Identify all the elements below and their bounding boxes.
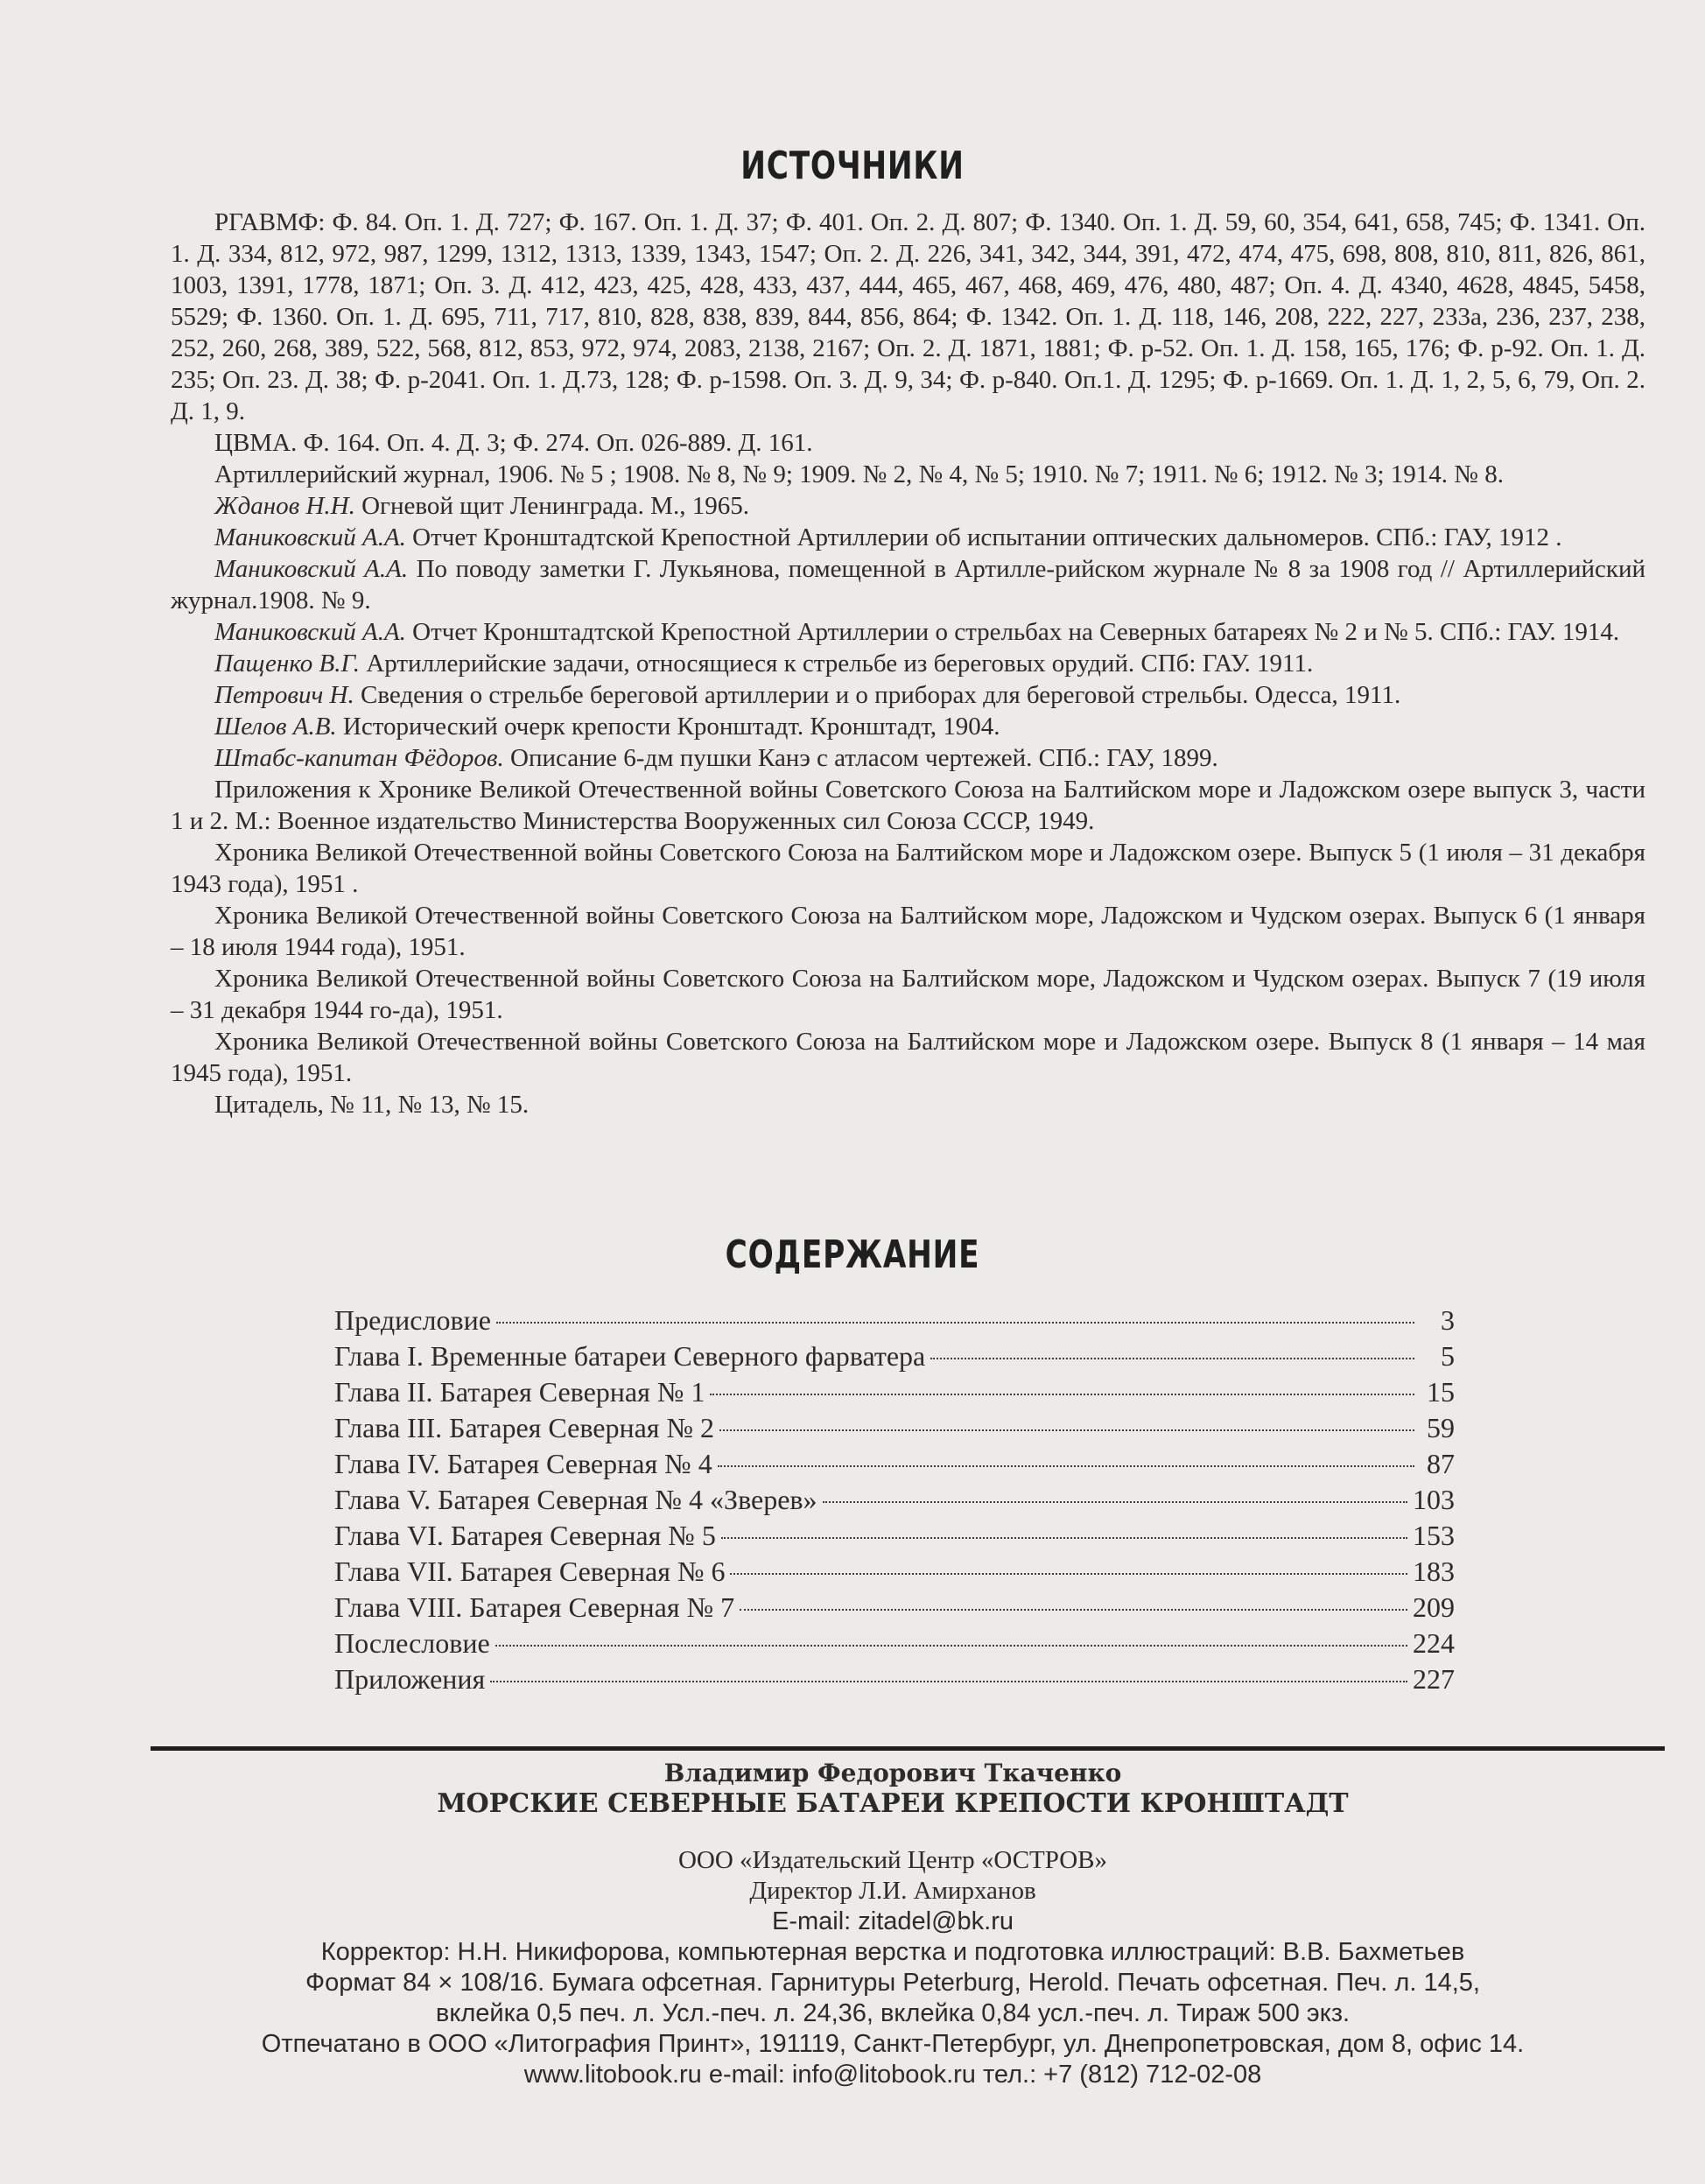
source-entry (171, 553, 1645, 616)
imprint-insert: вклейка 0,5 печ. л. Усл.-печ. л. 24,36, вклейка 0,84 усл.-печ. л. Тираж 500 экз. (435, 1999, 1351, 2027)
toc-title: Глава V. Батарея Северная № 4 «Зверев» (334, 1484, 817, 1515)
toc-page-number: 183 (1413, 1555, 1455, 1587)
toc-leader-dots (495, 1645, 1407, 1647)
toc-leader-dots (930, 1358, 1414, 1359)
source-entry (171, 711, 1645, 742)
imprint-contacts: www.litobook.ru e-mail: info@litobook.ru тел.: +7 (812) 712-02-08 (523, 2061, 1262, 2089)
toc-entry (334, 1338, 1455, 1374)
toc-entry (334, 1482, 1455, 1518)
imprint-publisher: ООО «Издательский Центр «ОСТРОВ» (677, 1846, 1108, 1874)
toc-entry (334, 1446, 1455, 1482)
source-entry (171, 1089, 1645, 1120)
imprint-director: Директор Л.И. Амирханов (749, 1877, 1036, 1905)
source-entry (171, 679, 1645, 711)
toc-page-number: 153 (1413, 1520, 1455, 1551)
toc-leader-dots (721, 1537, 1407, 1539)
source-text: Хроника Великой Отечественной войны Советского Союза на Балтийском море, Ладожском и Чудском озерах. Выпуск 6 (1 января – 18 июля 1944 года), 1951. (171, 902, 1645, 961)
toc-title: Предисловие (334, 1304, 491, 1336)
source-entry (171, 837, 1645, 900)
source-text: Отчет Кронштадтской Крепостной Артиллерии об испытании оптических дальномеров. СПб.: ГАУ, 1912 . (405, 523, 1562, 551)
toc-page-number: 227 (1413, 1663, 1455, 1695)
toc-page-number: 15 (1427, 1376, 1455, 1408)
imprint-book-title: МОРСКИЕ СЕВЕРНЫЕ БАТАРЕИ КРЕПОСТИ КРОНШТАДТ (437, 1788, 1349, 1819)
source-text: Артиллерийский журнал, 1906. № 5 ; 1908. № 8, № 9; 1909. № 2, № 4, № 5; 1910. № 7; 1911. № 6; 1912. № 3; 1914. № 8. (214, 460, 1504, 488)
toc-title: Глава VI. Батарея Северная № 5 (334, 1520, 716, 1551)
source-entry (171, 459, 1645, 490)
toc-title: Глава VII. Батарея Северная № 6 (334, 1555, 726, 1587)
source-author: Шелов А.В. (214, 713, 337, 741)
source-entry (171, 774, 1645, 837)
source-text: Хроника Великой Отечественной войны Советского Союза на Балтийском море, Ладожском и Чудском озерах. Выпуск 7 (19 июля – 31 декабря 1944 го-да), 1951. (171, 965, 1645, 1024)
imprint-email: E-mail: zitadel@bk.ru (771, 1907, 1014, 1935)
imprint-corrector: Корректор: Н.Н. Никифорова, компьютерная верстка и подготовка иллюстраций: В.В. Бахметьев (320, 1938, 1465, 1966)
source-entry (171, 900, 1645, 963)
toc-page-number: 5 (1441, 1340, 1455, 1372)
source-text: Сведения о стрельбе береговой артиллерии и о приборах для береговой стрельбы. Одесса, 1911. (354, 681, 1401, 709)
toc-entry (334, 1518, 1455, 1554)
source-text: По поводу заметки Г. Лукьянова, помещенной в Артилле-рийском журнале № 8 за 1908 год // Артиллерийский журнал.1908. № 9. (171, 555, 1645, 614)
toc-title: Глава I. Временные батареи Северного фарватера (334, 1340, 926, 1372)
imprint-printed: Отпечатано в ООО «Литография Принт», 191119, Санкт-Петербург, ул. Днепропетровская, дом 8, офис 14. (261, 2030, 1525, 2058)
toc-page-number: 103 (1413, 1484, 1455, 1515)
toc-leader-dots (740, 1609, 1407, 1611)
source-author: Петрович Н. (214, 681, 354, 709)
source-entry (171, 742, 1645, 774)
source-entry (171, 963, 1645, 1026)
toc-title: Глава VIII. Батарея Северная № 7 (334, 1591, 735, 1623)
toc-entry (334, 1554, 1455, 1590)
toc-entry (334, 1303, 1455, 1338)
toc-entry (334, 1626, 1455, 1661)
toc-leader-dots (823, 1501, 1408, 1503)
source-entry (171, 1026, 1645, 1089)
table-of-contents (334, 1303, 1455, 1697)
source-author: Маниковский А.А. (214, 555, 409, 583)
source-text: Приложения к Хронике Великой Отечественной войны Советского Союза на Балтийском море и Ладожском озере выпуск 3, части 1 и 2. М.: Военное издательство Министерства Вооруженных сил Союза СССР, 1949. (171, 776, 1645, 835)
toc-title: Глава III. Батарея Северная № 2 (334, 1412, 715, 1443)
toc-title: Глава II. Батарея Северная № 1 (334, 1376, 705, 1408)
toc-title: Приложения (334, 1663, 486, 1695)
sources-list (171, 207, 1645, 1120)
toc-leader-dots (496, 1322, 1414, 1324)
source-entry (171, 648, 1645, 679)
source-text: ЦВМА. Ф. 164. Оп. 4. Д. 3; Ф. 274. Оп. 026-889. Д. 161. (214, 429, 813, 457)
toc-page-number: 3 (1441, 1304, 1455, 1336)
toc-entry (334, 1590, 1455, 1626)
toc-leader-dots (490, 1681, 1407, 1682)
source-text: Исторический очерк крепости Кронштадт. Кронштадт, 1904. (336, 713, 1000, 741)
source-text: Цитадель, № 11, № 13, № 15. (214, 1091, 530, 1119)
imprint-format: Формат 84 × 108/16. Бумага офсетная. Гарнитуры Peterburg, Herold. Печать офсетная. Печ. л. 14,5, (305, 1969, 1480, 1997)
toc-page-number: 209 (1413, 1591, 1455, 1623)
toc-entry (334, 1661, 1455, 1697)
source-text: Огневой щит Ленинграда. М., 1965. (354, 492, 749, 520)
source-entry (171, 616, 1645, 648)
toc-page-number: 59 (1427, 1412, 1455, 1443)
imprint-author: Владимир Федорович Ткаченко (663, 1759, 1122, 1787)
source-entry (171, 522, 1645, 553)
contents-heading: СОДЕРЖАНИЕ (725, 1232, 980, 1277)
source-author: Пащенко В.Г. (214, 650, 361, 678)
source-entry (171, 207, 1645, 427)
source-text: Хроника Великой Отечественной войны Советского Союза на Балтийском море и Ладожском озере. Выпуск 5 (1 июля – 31 декабря 1943 года), 1951 . (171, 839, 1645, 898)
toc-leader-dots (719, 1429, 1414, 1431)
source-entry (171, 490, 1645, 522)
source-text: Описание 6-дм пушки Канэ с атласом чертежей. СПб.: ГАУ, 1899. (503, 744, 1218, 772)
sources-heading: ИСТОЧНИКИ (740, 144, 965, 188)
toc-leader-dots (730, 1573, 1407, 1575)
source-author: Маниковский А.А. (214, 523, 406, 551)
source-text: Артиллерийские задачи, относящиеся к стрельбе из береговых орудий. СПб: ГАУ. 1911. (360, 650, 1314, 678)
toc-leader-dots (718, 1465, 1414, 1467)
source-text: РГАВМФ: Ф. 84. Оп. 1. Д. 727; Ф. 167. Оп. 1. Д. 37; Ф. 401. Оп. 2. Д. 807; Ф. 1340. Оп. 1. Д. 59, 60, 354, 641, 658, 745; Ф. 1341. Оп. 1. Д. 334, 812, 972, 987, 1299, 1312, 1313, 1339, 1343, 1547; Оп. 2. Д. 226, 341, 342, 344, 391, 472, 474, 475, 698, 808, 810, 811, 826, 861, 1003, 1391, 1778, 1871; Оп. 3. Д. 412, 423, 425, 428, 433, 437, 444, 465, 467, 468, 469, 476, 480, 487; Оп. 4. Д. 4340, 4628, 4845, 5458, 5529; Ф. 1360. Оп. 1. Д. 695, 711, 717, 810, 828, 838, 839, 844, 856, 864; Ф. 1342. Оп. 1. Д. 118, 146, 208, 222, 227, 233а, 236, 237, 238, 252, 260, 268, 389, 522, 568, 812, 853, 972, 974, 2083, 2138, 2167; Оп. 2. Д. 1871, 1881; Ф. р-52. Оп. 1. Д. 158, 165, 176; Ф. р-92. Оп. 1. Д. 235; Оп. 23. Д. 38; Ф. р-2041. Оп. 1. Д.73, 128; Ф. р-1598. Оп. 3. Д. 9, 34; Ф. р-840. Оп.1. Д. 1295; Ф. р-1669. Оп. 1. Д. 1, 2, 5, 6, 79, Оп. 2. Д. 1, 9. (171, 208, 1645, 425)
toc-entry (334, 1410, 1455, 1446)
source-entry (171, 427, 1645, 459)
toc-page-number: 87 (1427, 1448, 1455, 1479)
toc-entry (334, 1374, 1455, 1410)
toc-title: Послесловие (334, 1627, 490, 1659)
toc-page-number: 224 (1413, 1627, 1455, 1659)
toc-leader-dots (710, 1394, 1414, 1395)
source-text: Хроника Великой Отечественной войны Советского Союза на Балтийском море и Ладожском озере. Выпуск 8 (1 января – 14 мая 1945 года), 1951. (171, 1028, 1645, 1087)
source-author: Маниковский А.А. (214, 618, 406, 646)
imprint-block (131, 1758, 1654, 2090)
source-author: Жданов Н.Н. (214, 492, 355, 520)
toc-title: Глава IV. Батарея Северная № 4 (334, 1448, 712, 1479)
divider-rule (151, 1746, 1665, 1751)
source-text: Отчет Кронштадтской Крепостной Артиллерии о стрельбах на Северных батареях № 2 и № 5. СПб.: ГАУ. 1914. (405, 618, 1620, 646)
source-author: Штабс-капитан Фёдоров. (214, 744, 504, 772)
